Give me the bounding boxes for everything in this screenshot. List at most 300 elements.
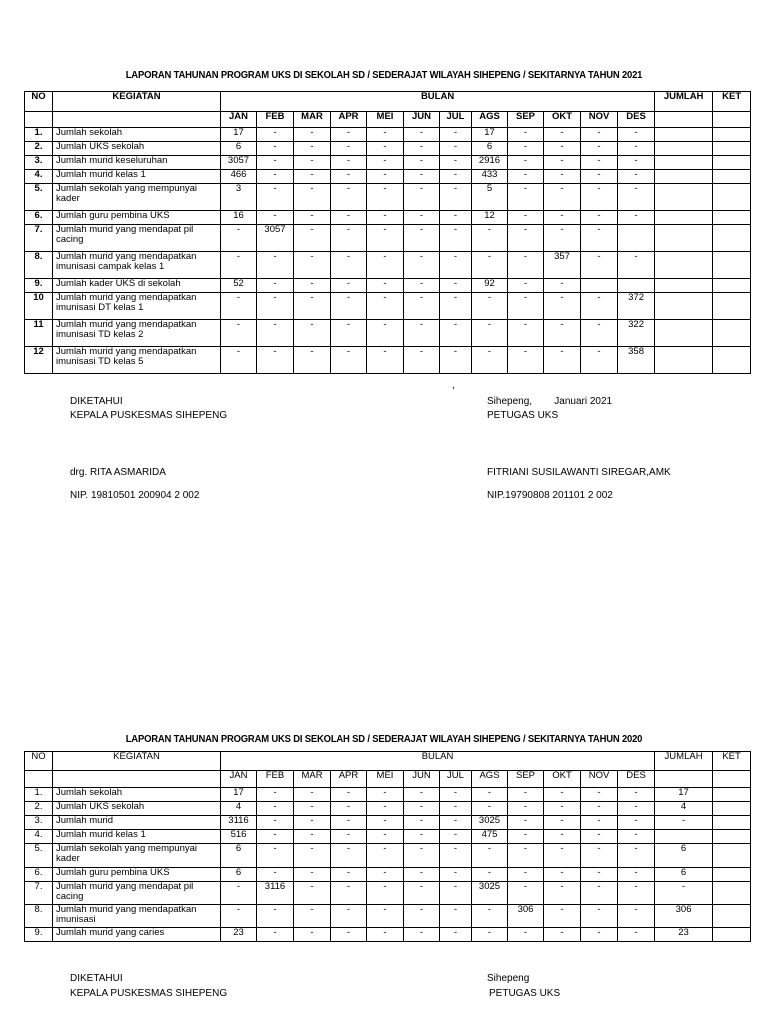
- row-value: -: [367, 882, 404, 905]
- row-jumlah: -: [655, 882, 713, 905]
- month-header: MAR: [294, 771, 331, 788]
- row-ket: [713, 293, 751, 320]
- month-header: SEP: [508, 112, 544, 128]
- row-value: -: [581, 156, 618, 170]
- row-value: -: [367, 830, 404, 844]
- row-kegiatan: Jumlah murid yang mendapat pil cacing: [53, 225, 221, 252]
- row-value: -: [367, 905, 404, 928]
- row-number: 2.: [25, 142, 53, 156]
- row-value: -: [367, 279, 404, 293]
- row-value: -: [440, 225, 472, 252]
- row-value: -: [257, 802, 294, 816]
- row-value: -: [440, 211, 472, 225]
- row-value: -: [544, 184, 581, 211]
- table-row: [25, 816, 751, 830]
- row-jumlah: [655, 170, 713, 184]
- report-2020-diketahui: DIKETAHUI: [70, 973, 123, 984]
- row-value: -: [581, 142, 618, 156]
- row-value: -: [472, 347, 508, 374]
- month-header: MEI: [367, 771, 404, 788]
- row-value: -: [508, 347, 544, 374]
- table-row: [25, 320, 751, 347]
- table-row: [25, 293, 751, 320]
- row-value: -: [367, 844, 404, 868]
- row-value: -: [404, 830, 440, 844]
- row-value: -: [404, 184, 440, 211]
- row-value: -: [544, 844, 581, 868]
- row-value: -: [294, 156, 331, 170]
- header-kegiatan: KEGIATAN: [53, 752, 221, 771]
- row-kegiatan: Jumlah UKS sekolah: [53, 142, 221, 156]
- row-value: -: [404, 279, 440, 293]
- row-value: -: [472, 844, 508, 868]
- header-row: [25, 752, 751, 771]
- empty-cell: [53, 112, 221, 128]
- row-jumlah: [655, 128, 713, 142]
- report-2021-petugas: PETUGAS UKS: [487, 410, 559, 421]
- row-jumlah: [655, 142, 713, 156]
- report-2021-table: [24, 91, 751, 374]
- row-ket: [713, 830, 751, 844]
- row-value: -: [581, 816, 618, 830]
- row-kegiatan: Jumlah murid yang mendapatkan imunisasi TD kelas 5: [53, 347, 221, 374]
- month-header: JAN: [221, 112, 257, 128]
- row-value: -: [581, 293, 618, 320]
- row-value: 358: [618, 347, 655, 374]
- row-kegiatan: Jumlah murid keseluruhan: [53, 156, 221, 170]
- month-row: [25, 771, 751, 788]
- row-value: -: [331, 347, 367, 374]
- month-header: JUL: [440, 771, 472, 788]
- row-value: -: [618, 252, 655, 279]
- row-number: 2.: [25, 802, 53, 816]
- row-value: -: [544, 142, 581, 156]
- row-value: 466: [221, 170, 257, 184]
- row-number: 6.: [25, 868, 53, 882]
- row-value: -: [331, 882, 367, 905]
- row-number: 10: [25, 293, 53, 320]
- row-value: -: [618, 882, 655, 905]
- month-header: OKT: [544, 112, 581, 128]
- row-jumlah: 6: [655, 868, 713, 882]
- row-number: 4.: [25, 830, 53, 844]
- row-value: -: [257, 184, 294, 211]
- row-value: -: [440, 320, 472, 347]
- row-value: -: [331, 905, 367, 928]
- row-value: 3116: [221, 816, 257, 830]
- row-value: -: [544, 788, 581, 802]
- row-value: -: [581, 225, 618, 252]
- row-kegiatan: Jumlah murid yang mendapat pil cacing: [53, 882, 221, 905]
- table-row: [25, 788, 751, 802]
- row-value: 6: [221, 868, 257, 882]
- row-value: -: [581, 802, 618, 816]
- row-value: -: [544, 830, 581, 844]
- row-value: -: [367, 802, 404, 816]
- row-value: -: [257, 905, 294, 928]
- row-value: -: [472, 928, 508, 942]
- row-value: -: [544, 225, 581, 252]
- row-value: -: [331, 170, 367, 184]
- row-value: -: [440, 928, 472, 942]
- row-kegiatan: Jumlah sekolah yang mempunyai kader: [53, 844, 221, 868]
- table-row: [25, 156, 751, 170]
- row-value: -: [404, 882, 440, 905]
- row-value: 16: [221, 211, 257, 225]
- row-value: -: [581, 830, 618, 844]
- row-value: -: [440, 802, 472, 816]
- row-number: 8.: [25, 905, 53, 928]
- row-jumlah: [655, 293, 713, 320]
- row-value: -: [257, 844, 294, 868]
- report-2020-kepala: KEPALA PUSKESMAS SIHEPENG: [70, 988, 228, 999]
- row-value: 6: [221, 142, 257, 156]
- row-value: -: [472, 905, 508, 928]
- row-value: -: [257, 816, 294, 830]
- row-value: -: [618, 184, 655, 211]
- row-value: -: [331, 928, 367, 942]
- row-jumlah: 23: [655, 928, 713, 942]
- row-value: -: [221, 905, 257, 928]
- row-value: 6: [472, 142, 508, 156]
- row-value: -: [331, 802, 367, 816]
- row-value: [618, 225, 655, 252]
- row-value: -: [581, 347, 618, 374]
- row-value: -: [331, 128, 367, 142]
- row-value: -: [257, 170, 294, 184]
- report-2021-left-nip: NIP. 19810501 200904 2 002: [70, 490, 200, 501]
- row-value: 516: [221, 830, 257, 844]
- row-value: -: [544, 279, 581, 293]
- row-ket: [713, 816, 751, 830]
- row-value: -: [440, 830, 472, 844]
- row-value: -: [581, 928, 618, 942]
- row-value: -: [618, 211, 655, 225]
- row-jumlah: [655, 225, 713, 252]
- empty-cell: [655, 771, 713, 788]
- row-ket: [713, 156, 751, 170]
- row-value: -: [221, 320, 257, 347]
- row-value: -: [508, 279, 544, 293]
- row-jumlah: -: [655, 816, 713, 830]
- row-ket: [713, 320, 751, 347]
- row-ket: [713, 184, 751, 211]
- row-number: 9.: [25, 928, 53, 942]
- empty-cell: [713, 112, 751, 128]
- row-number: 12: [25, 347, 53, 374]
- row-ket: [713, 802, 751, 816]
- report-2021-diketahui: DIKETAHUI: [70, 396, 123, 407]
- row-value: -: [618, 868, 655, 882]
- report-2020-title: LAPORAN TAHUNAN PROGRAM UKS DI SEKOLAH SD / SEDERAJAT WILAYAH SIHEPENG / SEKITARNYA TAHUN 2020: [125, 733, 643, 745]
- row-value: 322: [618, 320, 655, 347]
- row-value: -: [257, 156, 294, 170]
- row-number: 5.: [25, 184, 53, 211]
- row-value: -: [440, 279, 472, 293]
- row-value: -: [508, 170, 544, 184]
- row-value: -: [581, 170, 618, 184]
- row-value: -: [294, 788, 331, 802]
- row-value: -: [294, 184, 331, 211]
- row-kegiatan: Jumlah kader UKS di sekolah: [53, 279, 221, 293]
- row-value: -: [331, 320, 367, 347]
- month-header: MEI: [367, 112, 404, 128]
- row-value: -: [331, 788, 367, 802]
- row-value: -: [294, 293, 331, 320]
- row-value: 433: [472, 170, 508, 184]
- row-value: 12: [472, 211, 508, 225]
- row-kegiatan: Jumlah murid yang mendapatkan imunisasi campak kelas 1: [53, 252, 221, 279]
- row-value: -: [440, 184, 472, 211]
- row-jumlah: [655, 320, 713, 347]
- row-value: -: [367, 293, 404, 320]
- row-value: -: [257, 830, 294, 844]
- row-value: 3: [221, 184, 257, 211]
- header-bulan: BULAN: [221, 752, 655, 771]
- row-value: -: [581, 844, 618, 868]
- row-jumlah: [655, 211, 713, 225]
- month-header: JUN: [404, 771, 440, 788]
- row-value: -: [294, 225, 331, 252]
- row-value: -: [508, 128, 544, 142]
- row-value: -: [544, 868, 581, 882]
- row-value: -: [221, 882, 257, 905]
- row-value: -: [440, 347, 472, 374]
- row-kegiatan: Jumlah murid: [53, 816, 221, 830]
- row-value: 6: [221, 844, 257, 868]
- row-value: 357: [544, 252, 581, 279]
- row-value: -: [618, 128, 655, 142]
- row-ket: [713, 788, 751, 802]
- row-ket: [713, 882, 751, 905]
- row-value: 5: [472, 184, 508, 211]
- row-ket: [713, 252, 751, 279]
- row-jumlah: [655, 252, 713, 279]
- row-value: -: [581, 252, 618, 279]
- row-value: -: [472, 225, 508, 252]
- row-value: -: [294, 905, 331, 928]
- row-ket: [713, 928, 751, 942]
- row-value: -: [618, 156, 655, 170]
- row-kegiatan: Jumlah sekolah: [53, 788, 221, 802]
- row-value: -: [618, 928, 655, 942]
- row-value: -: [221, 252, 257, 279]
- row-value: -: [221, 225, 257, 252]
- row-value: -: [294, 830, 331, 844]
- row-value: -: [440, 293, 472, 320]
- row-value: -: [581, 128, 618, 142]
- row-value: 4: [221, 802, 257, 816]
- row-value: -: [294, 882, 331, 905]
- row-value: -: [508, 802, 544, 816]
- row-jumlah: 306: [655, 905, 713, 928]
- table-row: [25, 211, 751, 225]
- row-value: -: [581, 905, 618, 928]
- row-value: [581, 279, 618, 293]
- row-number: 3.: [25, 816, 53, 830]
- row-value: 92: [472, 279, 508, 293]
- row-value: -: [404, 928, 440, 942]
- row-value: 3057: [221, 156, 257, 170]
- row-value: -: [508, 868, 544, 882]
- month-header: AGS: [472, 112, 508, 128]
- row-value: -: [618, 844, 655, 868]
- row-value: -: [618, 802, 655, 816]
- row-value: -: [367, 816, 404, 830]
- table-row: [25, 347, 751, 374]
- row-jumlah: [655, 184, 713, 211]
- report-2020-table: [24, 751, 751, 942]
- row-value: 2916: [472, 156, 508, 170]
- row-kegiatan: Jumlah murid kelas 1: [53, 170, 221, 184]
- table-row: [25, 830, 751, 844]
- month-header: JUL: [440, 112, 472, 128]
- row-value: -: [331, 844, 367, 868]
- empty-cell: [53, 771, 221, 788]
- row-value: -: [618, 816, 655, 830]
- empty-cell: [25, 771, 53, 788]
- table-row: [25, 905, 751, 928]
- row-kegiatan: Jumlah murid kelas 1: [53, 830, 221, 844]
- row-value: -: [544, 816, 581, 830]
- row-value: -: [472, 293, 508, 320]
- row-value: -: [221, 347, 257, 374]
- row-value: -: [404, 788, 440, 802]
- row-jumlah: 4: [655, 802, 713, 816]
- row-kegiatan: Jumlah murid yang mendapatkan imunisasi: [53, 905, 221, 928]
- row-value: -: [367, 142, 404, 156]
- row-value: -: [544, 293, 581, 320]
- row-value: -: [508, 142, 544, 156]
- row-value: -: [367, 788, 404, 802]
- row-value: -: [544, 211, 581, 225]
- row-number: 8.: [25, 252, 53, 279]
- row-value: -: [618, 170, 655, 184]
- row-value: -: [294, 816, 331, 830]
- row-value: 17: [472, 128, 508, 142]
- row-value: -: [404, 211, 440, 225]
- row-ket: [713, 170, 751, 184]
- row-value: -: [404, 128, 440, 142]
- row-value: -: [331, 816, 367, 830]
- row-value: -: [367, 156, 404, 170]
- month-header: SEP: [508, 771, 544, 788]
- row-value: 17: [221, 788, 257, 802]
- header-kegiatan: KEGIATAN: [53, 92, 221, 112]
- month-header: APR: [331, 771, 367, 788]
- row-jumlah: [655, 347, 713, 374]
- row-value: -: [404, 905, 440, 928]
- row-value: -: [331, 293, 367, 320]
- row-value: -: [367, 170, 404, 184]
- row-number: 5.: [25, 844, 53, 868]
- month-header: JUN: [404, 112, 440, 128]
- row-value: -: [508, 156, 544, 170]
- row-value: -: [508, 816, 544, 830]
- row-value: 52: [221, 279, 257, 293]
- row-number: 3.: [25, 156, 53, 170]
- row-value: [618, 279, 655, 293]
- row-value: -: [544, 156, 581, 170]
- table-row: [25, 128, 751, 142]
- row-ket: [713, 868, 751, 882]
- row-jumlah: 17: [655, 788, 713, 802]
- row-value: -: [508, 225, 544, 252]
- row-value: -: [367, 225, 404, 252]
- row-value: -: [221, 293, 257, 320]
- row-value: -: [367, 184, 404, 211]
- row-ket: [713, 225, 751, 252]
- row-value: -: [508, 882, 544, 905]
- row-value: -: [331, 252, 367, 279]
- row-value: -: [508, 320, 544, 347]
- report-2021-place-date: Sihepeng, Januari 2021: [487, 396, 613, 407]
- empty-cell: [713, 771, 751, 788]
- row-number: 11: [25, 320, 53, 347]
- table-row: [25, 225, 751, 252]
- row-value: -: [294, 142, 331, 156]
- row-value: -: [544, 170, 581, 184]
- report-2020-petugas: PETUGAS UKS: [489, 988, 561, 999]
- row-number: 4.: [25, 170, 53, 184]
- table-row: [25, 170, 751, 184]
- row-value: -: [294, 252, 331, 279]
- row-value: -: [440, 170, 472, 184]
- row-value: -: [257, 252, 294, 279]
- row-value: -: [294, 868, 331, 882]
- table-row: [25, 142, 751, 156]
- row-value: -: [508, 211, 544, 225]
- row-ket: [713, 128, 751, 142]
- row-value: -: [508, 184, 544, 211]
- month-header: MAR: [294, 112, 331, 128]
- row-kegiatan: Jumlah UKS sekolah: [53, 802, 221, 816]
- row-number: 9.: [25, 279, 53, 293]
- row-kegiatan: Jumlah sekolah yang mempunyai kader: [53, 184, 221, 211]
- row-value: -: [618, 905, 655, 928]
- row-value: -: [472, 868, 508, 882]
- row-value: -: [544, 347, 581, 374]
- row-value: -: [294, 320, 331, 347]
- row-value: -: [508, 252, 544, 279]
- table-row: [25, 252, 751, 279]
- row-value: -: [440, 142, 472, 156]
- table-row: [25, 928, 751, 942]
- table-row: [25, 868, 751, 882]
- row-value: -: [294, 347, 331, 374]
- row-value: -: [472, 320, 508, 347]
- row-value: 306: [508, 905, 544, 928]
- month-header: APR: [331, 112, 367, 128]
- row-value: -: [404, 868, 440, 882]
- row-value: -: [404, 252, 440, 279]
- row-number: 7.: [25, 225, 53, 252]
- row-value: -: [618, 830, 655, 844]
- report-2021-right-nip: NIP.19790808 201101 2 002: [487, 490, 613, 501]
- table-row: [25, 184, 751, 211]
- row-value: -: [257, 320, 294, 347]
- row-value: -: [440, 844, 472, 868]
- empty-cell: [655, 112, 713, 128]
- row-kegiatan: Jumlah murid yang caries: [53, 928, 221, 942]
- row-value: -: [544, 928, 581, 942]
- row-jumlah: [655, 830, 713, 844]
- row-value: -: [544, 882, 581, 905]
- row-value: -: [581, 868, 618, 882]
- row-kegiatan: Jumlah murid yang mendapatkan imunisasi DT kelas 1: [53, 293, 221, 320]
- row-value: -: [257, 211, 294, 225]
- row-value: -: [404, 844, 440, 868]
